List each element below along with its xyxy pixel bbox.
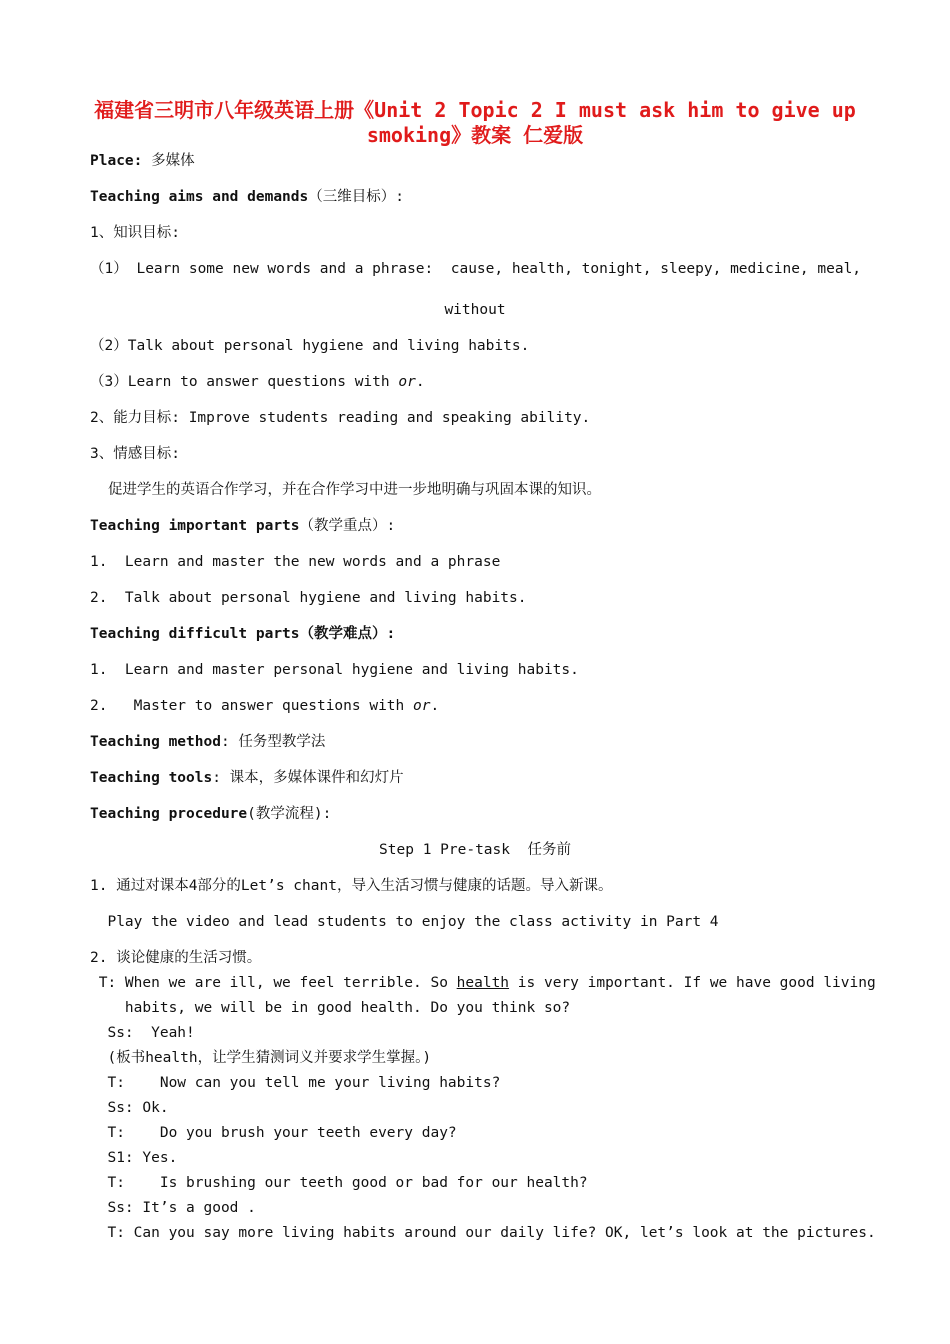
dialog-line-6: Ss: Ok. [90,1100,169,1116]
emotion-goal: 3、情感目标: [90,446,180,462]
dialog-line-2: habits, we will be in good health. Do you think so? [90,1000,571,1016]
knowledge-item-1: （1） Learn some new words and a phrase: cause, health, tonight, sleepy, medicine, meal, [90,261,862,277]
important-item-1: 1. Learn and master the new words and a phrase [90,554,501,570]
document-title [60,98,890,148]
important-heading: Teaching important parts（教学重点）: [90,518,396,534]
knowledge-item-2: （2）Talk about personal hygiene and living habits. [90,338,530,354]
emotion-text: 促进学生的英语合作学习，并在合作学习中进一步地明确与巩固本课的知识。 [108,482,601,498]
knowledge-item-3: （3）Learn to answer questions with or. [90,374,425,390]
dialog-line-3: Ss: Yeah! [90,1025,195,1041]
step-1-heading: Step 1 Pre-task 任务前 [379,842,571,858]
dialog-line-1: T: When we are ill, we feel terrible. So health is very important. If we have good living [90,975,876,991]
dialog-line-10: Ss: It’s a good . [90,1200,256,1216]
difficult-item-2: 2. Master to answer questions with or. [90,698,440,714]
knowledge-item-1-cont: without [444,302,506,318]
title-line-1: 福建省三明市八年级英语上册《Unit 2 Topic 2 I must ask him to give up [94,98,856,122]
dialog-line-9: T: Is brushing our teeth good or bad for our health? [90,1175,588,1191]
dialog-line-4: (板书health，让学生猜测词义并要求学生掌握。) [90,1050,432,1066]
title-line-2: smoking》教案 仁爱版 [366,123,584,147]
dialog-line-11: T: Can you say more living habits around our daily life? OK, let’s look at the pictures. [90,1225,876,1241]
dialog-line-8: S1: Yes. [90,1150,178,1166]
aims-heading: Teaching aims and demands（三维目标）: [90,189,404,205]
knowledge-goal: 1、知识目标: [90,225,180,241]
dialog-line-5: T: Now can you tell me your living habits? [90,1075,501,1091]
ability-goal: 2、能力目标: Improve students reading and speaking ability. [90,410,591,426]
tools-line: Teaching tools: 课本，多媒体课件和幻灯片 [90,770,404,786]
procedure-line: Teaching procedure(教学流程): [90,806,332,822]
difficult-heading: Teaching difficult parts（教学难点）: [90,626,396,642]
dialog-line-7: T: Do you brush your teeth every day? [90,1125,457,1141]
step-1-item-2: 2. 谈论健康的生活习惯。 [90,950,262,966]
place-label: Place: [90,153,143,169]
place-line [90,151,195,171]
place-value: 多媒体 [142,153,195,169]
step-1-item-1-en: Play the video and lead students to enjoy the class activity in Part 4 [90,914,719,930]
method-line: Teaching method: 任务型教学法 [90,734,326,750]
important-item-2: 2. Talk about personal hygiene and living habits. [90,590,527,606]
difficult-item-1: 1. Learn and master personal hygiene and living habits. [90,662,579,678]
step-1-item-1: 1. 通过对课本4部分的Let’s chant，导入生活习惯与健康的话题。导入新课。 [90,878,613,894]
